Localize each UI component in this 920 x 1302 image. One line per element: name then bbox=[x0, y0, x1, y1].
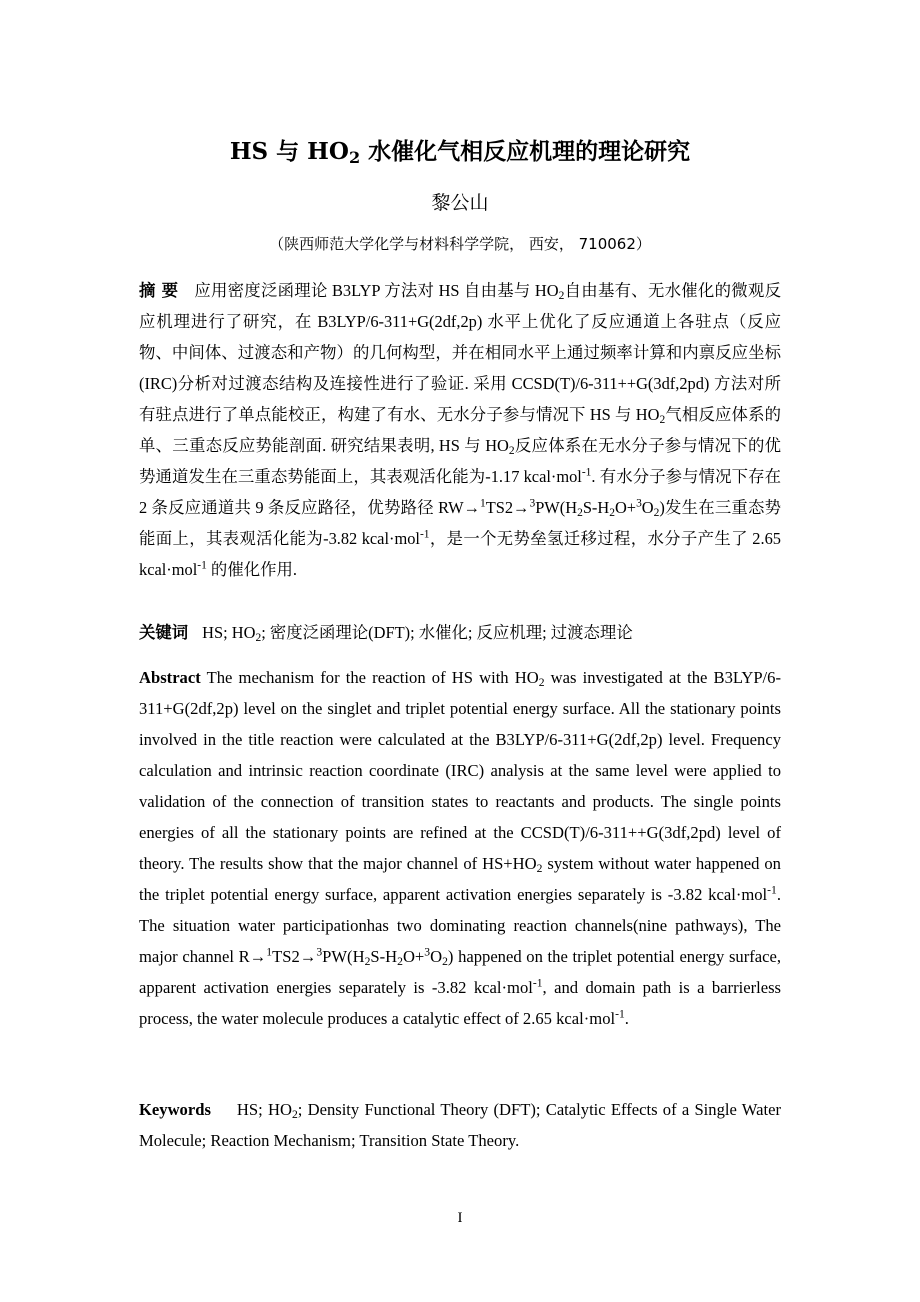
abstract-en-text: S-H bbox=[370, 947, 398, 966]
keywords-zh-text: HS; HO bbox=[202, 623, 256, 642]
subscript: 2 bbox=[536, 861, 543, 875]
abstract-zh-text: 的催化作用. bbox=[206, 560, 297, 579]
keywords-en-label: Keywords bbox=[139, 1100, 211, 1119]
abstract-en-label: Abstract bbox=[139, 668, 201, 687]
superscript: 3 bbox=[529, 497, 536, 510]
keywords-en-text: ; Density Functional Theory (DFT); Catalytic Effects of a Single Water Molecule; Reaction Mechanism; Transition State Theory. bbox=[139, 1100, 781, 1150]
abstract-zh-text: 应用密度泛函理论 B3LYP 方法对 HS 自由基与 HO bbox=[194, 281, 559, 300]
abstract-zh-text: S-H bbox=[582, 498, 610, 517]
subscript: 2 bbox=[397, 954, 403, 968]
subscript: 2 bbox=[558, 289, 565, 302]
subscript: 2 bbox=[577, 506, 583, 519]
abstract-en-text: . The situation water participationhas two dominating reaction channels(nine pathways), The major channel R→ bbox=[139, 885, 781, 966]
abstract-zh bbox=[139, 275, 781, 585]
abstract-zh-text: . 有水分子参与情况下存在 2 条反应通道共 9 条反应路径，优势路径 RW→ bbox=[139, 467, 781, 517]
subscript: 2 bbox=[255, 631, 262, 644]
subscript: 2 bbox=[442, 954, 448, 968]
title-text-rest: 水催化气相反应机理的理论研究 bbox=[360, 138, 691, 165]
subscript: 2 bbox=[659, 413, 666, 426]
abstract-en-text: , and domain path is a barrierless process, the water molecule produces a catalytic effect of 2.65 kcal·mol bbox=[139, 978, 781, 1028]
title-subscript: 2 bbox=[348, 148, 361, 168]
abstract-zh-text: O+ bbox=[614, 498, 637, 517]
abstract-zh-text: ，是一个无势垒氢迁移过程，水分子产生了 2.65 kcal·mol bbox=[139, 529, 781, 579]
keywords-en-text: HS; HO bbox=[236, 1100, 292, 1119]
superscript: 3 bbox=[636, 497, 642, 510]
abstract-en-text: . bbox=[624, 1009, 629, 1028]
abstract-en-text: O+ bbox=[402, 947, 425, 966]
abstract-zh-text: 气相反应体系的单、三重态反应势能剖面. 研究结果表明, HS 与 HO bbox=[139, 405, 781, 455]
subscript: 2 bbox=[364, 954, 371, 968]
subscript: 2 bbox=[291, 1107, 298, 1121]
subscript: 2 bbox=[538, 675, 545, 689]
page-number: I bbox=[457, 1210, 463, 1226]
subscript: 2 bbox=[609, 506, 615, 519]
abstract-zh-text: PW(H bbox=[535, 498, 578, 517]
keywords-en bbox=[139, 1094, 781, 1156]
affiliation: （陕西师范大学化学与材料科学学院， 西安， 710062） bbox=[269, 235, 651, 253]
abstract-zh-text: O bbox=[641, 498, 654, 517]
superscript: 3 bbox=[316, 945, 323, 959]
subscript: 2 bbox=[508, 444, 515, 457]
superscript: 1 bbox=[480, 497, 486, 510]
superscript: -1 bbox=[197, 559, 207, 572]
abstract-en-text: PW(H bbox=[322, 947, 365, 966]
keywords-zh bbox=[139, 617, 781, 648]
abstract-en bbox=[139, 662, 781, 1034]
abstract-en-text: The mechanism for the reaction of HS with HO bbox=[200, 668, 539, 687]
abstract-en-text: system without water happened on the triplet potential energy surface, apparent activation energies separately is -3.82 kcal·mol bbox=[139, 854, 781, 904]
superscript: -1 bbox=[767, 883, 777, 897]
superscript: -1 bbox=[419, 528, 430, 541]
title-text: HS 与 HO bbox=[229, 138, 349, 165]
abstract-en-text: was investigated at the B3LYP/6-311+G(2df,2p) level on the singlet and triplet potential energy surface. All the stationary points involved in the title reaction were calculated at the B3LYP/6-311+G(2df,2p) level. Frequency calculation and intrinsic reaction coordinate (IRC) analysis at the same level were applied to validation of the connection of transition states to reactants and products. The single points energies of all the stationary points are refined at the CCSD(T)/6-311++G(3df,2pd) level of theory. The results show that the major channel of HS+HO bbox=[139, 668, 781, 873]
abstract-zh-label: 摘 要 bbox=[139, 281, 179, 300]
superscript: 3 bbox=[424, 945, 431, 959]
subscript: 2 bbox=[653, 506, 660, 519]
keywords-zh-text: ; 密度泛函理论(DFT); 水催化; 反应机理; 过渡态理论 bbox=[261, 623, 633, 642]
superscript: -1 bbox=[615, 1007, 625, 1021]
superscript: -1 bbox=[532, 976, 543, 990]
abstract-zh-text: 反应体系在无水分子参与情况下的优势通道发生在三重态势能面上，其表观活化能为-1.17 kcal·mol bbox=[139, 436, 782, 486]
keywords-zh-label: 关键词 bbox=[139, 623, 189, 642]
paper-title bbox=[0, 133, 920, 166]
abstract-en-text: ) happened on the triplet potential energy surface, apparent activation energies separately is -3.82 kcal·mol bbox=[139, 947, 781, 997]
abstract-zh-text: 自由基有、无水催化的微观反应机理进行了研究，在 B3LYP/6-311+G(2df,2p) 水平上优化了反应通道上各驻点（反应物、中间体、过渡态和产物）的几何构型，并在相同水平上通过频率计算和内禀反应坐标(IRC)分析对过渡态结构及连接性进行了验证. 采用 CCSD(T)/6-311++G(3df,2pd) 方法对所有驻点进行了单点能校正，构建了有水、无水分子参与情况下 HS 与 HO bbox=[139, 281, 781, 424]
abstract-en-text: O bbox=[430, 947, 443, 966]
abstract-zh-text: )发生在三重态势能面上，其表观活化能为-3.82 kcal·mol bbox=[139, 498, 781, 548]
abstract-en-text: TS2→ bbox=[272, 947, 317, 966]
author-name: 黎公山 bbox=[431, 192, 489, 214]
superscript: 1 bbox=[266, 945, 273, 959]
superscript: -1 bbox=[581, 466, 592, 479]
abstract-zh-text: TS2→ bbox=[485, 498, 530, 517]
